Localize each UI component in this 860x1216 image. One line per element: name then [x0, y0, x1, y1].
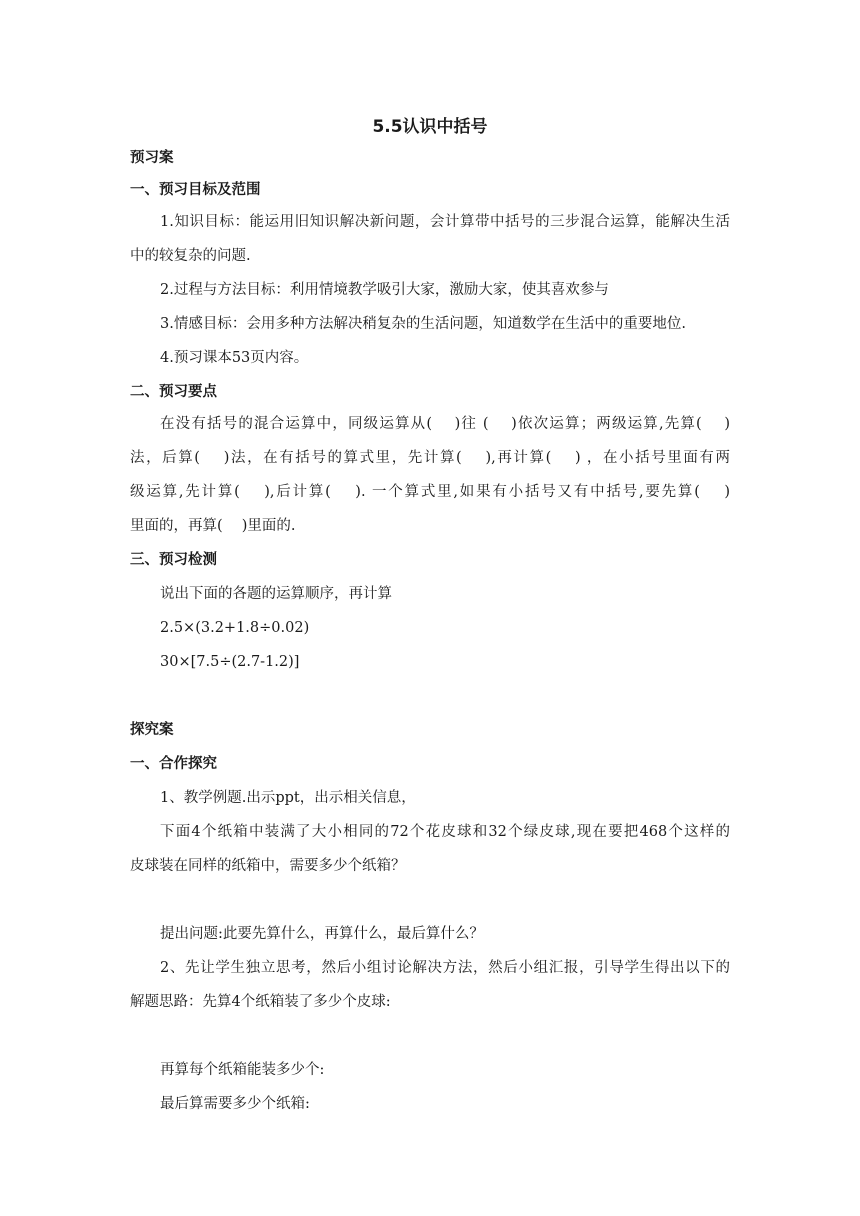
- check-intro: 说出下面的各题的运算顺序，再计算: [160, 586, 392, 602]
- key-point-line2: 法，后算( )法，在有括号的算式里，先计算( ),再计算( ) ，在小括号里面有两: [130, 450, 730, 466]
- preview-section1-heading: 一、预习目标及范围: [130, 182, 261, 198]
- question-line: 提出问题:此要先算什么，再算什么，最后算什么？: [160, 926, 484, 942]
- key-point-line4: 里面的，再算( )里面的.: [130, 518, 296, 534]
- explore-paragraph-1: 1、教学例题.出示ppt，出示相关信息，: [160, 790, 416, 806]
- example-line1: 下面4个纸箱中装满了大小相同的72个花皮球和32个绿皮球,现在要把468个这样的: [160, 824, 730, 840]
- key-point-line1: 在没有括号的混合运算中，同级运算从( )往 ( )依次运算；两级运算,先算( ): [160, 416, 730, 432]
- preview-section2-heading: 二、预习要点: [130, 384, 217, 400]
- goal1-line1: 1.知识目标：能运用旧知识解决新问题，会计算带中括号的三步混合运算，能解决生活: [160, 214, 730, 230]
- expression-2: 30×[7.5÷(2.7-1.2)]: [160, 654, 300, 670]
- explore-heading: 探究案: [130, 722, 174, 738]
- step2-line1: 2、先让学生独立思考，然后小组讨论解决方法，然后小组汇报，引导学生得出以下的: [160, 960, 730, 976]
- step2-line2: 解题思路：先算4个纸箱装了多少个皮球:: [130, 994, 391, 1010]
- step-boxes-needed: 最后算需要多少个纸箱:: [160, 1096, 310, 1112]
- key-point-line3: 级运算,先计算( ),后计算( ). 一个算式里,如果有小括号又有中括号,要先算( ): [130, 484, 730, 500]
- goal2: 2.过程与方法目标：利用情境教学吸引大家，激励大家，使其喜欢参与: [160, 282, 609, 298]
- step-per-box: 再算每个纸箱能装多少个:: [160, 1062, 325, 1078]
- preview-heading: 预习案: [130, 150, 174, 166]
- goal3: 3.情感目标：会用多种方法解决稍复杂的生活问题，知道数学在生活中的重要地位.: [160, 316, 686, 332]
- page-title: 5.5认识中括号: [372, 117, 488, 137]
- example-line2: 皮球装在同样的纸箱中，需要多少个纸箱？: [130, 858, 406, 874]
- explore-section1-heading: 一、合作探究: [130, 756, 217, 772]
- expression-1: 2.5×(3.2+1.8÷0.02): [160, 620, 310, 636]
- preview-section3-heading: 三、预习检测: [130, 552, 217, 568]
- goal1-line2: 中的较复杂的问题.: [130, 248, 251, 264]
- goal4: 4.预习课本53页内容。: [160, 350, 309, 366]
